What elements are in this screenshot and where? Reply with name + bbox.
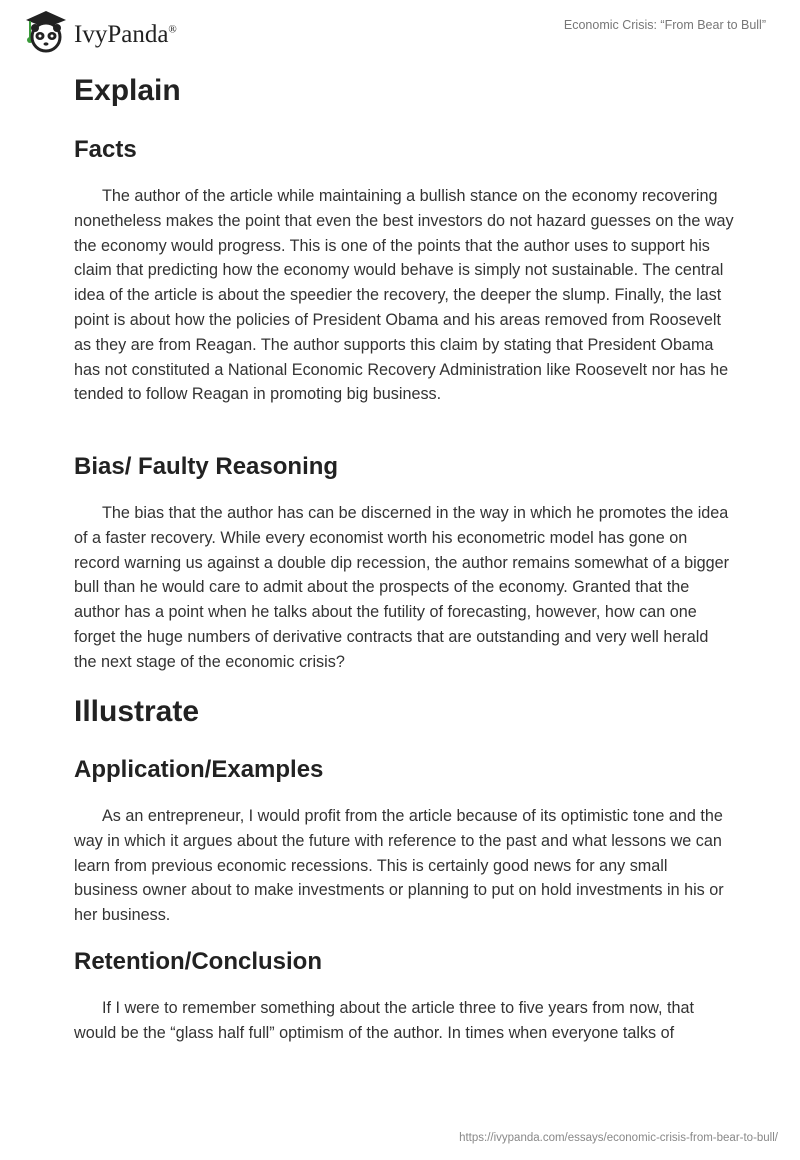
paragraph-bias: The bias that the author has can be discerned in the way in which he promotes the idea of a faster recovery. While every economist worth his econometric model has gone on record warning us against a double dip recession, the author remains somewhat of a bigger bull than he would care to admit about the prospects of the economy. Granted that the author has a point when he talks about the futility of forecasting, however, how can one forget the huge numbers of derivative contracts that are outstanding and very well herald the next stage of the economic crisis?	[74, 504, 730, 671]
document-title: Economic Crisis: “From Bear to Bull”	[563, 18, 766, 32]
subheading-bias: Bias/ Faulty Reasoning	[74, 453, 339, 480]
panda-logo-icon	[22, 8, 70, 54]
logo-text: IvyPanda®	[74, 21, 177, 48]
ivypanda-logo[interactable]	[22, 8, 177, 54]
source-url[interactable]: https://ivypanda.com/essays/economic-crisis-from-bear-to-bull/	[459, 1132, 778, 1144]
paragraph-retention: If I were to remember something about the article three to five years from now, that would be the “glass half full” optimism of the author. In times when everyone talks of	[74, 999, 695, 1042]
subheading-facts: Facts	[74, 136, 137, 163]
paragraph-application: As an entrepreneur, I would profit from the article because of its optimistic tone and the way in which it argues about the future with reference to the past and what lessons we can learn from previous economic recessions. This is certainly good news for any small business owner about to make investments or planning to put on hold investments in his or her business.	[74, 807, 724, 925]
heading-explain: Explain	[74, 74, 181, 107]
subheading-application: Application/Examples	[74, 756, 324, 783]
heading-illustrate: Illustrate	[74, 695, 200, 728]
paragraph-facts: The author of the article while maintaining a bullish stance on the economy recovering nonetheless makes the point that even the best investors do not hazard guesses on the way the economy would progress. This is one of the points that the author uses to support his claim that predicting how the economy would behave is simply not sustainable. The central idea of the article is about the speedier the recovery, the deeper the slump. Finally, the last point is about how the policies of President Obama and his areas removed from Roosevelt as they are from Reagan. The author supports this claim by stating that President Obama has not constituted a National Economic Recovery Administration like Roosevelt nor has he tended to follow Reagan in promoting big business.	[74, 187, 734, 404]
subheading-retention: Retention/Conclusion	[74, 948, 322, 975]
